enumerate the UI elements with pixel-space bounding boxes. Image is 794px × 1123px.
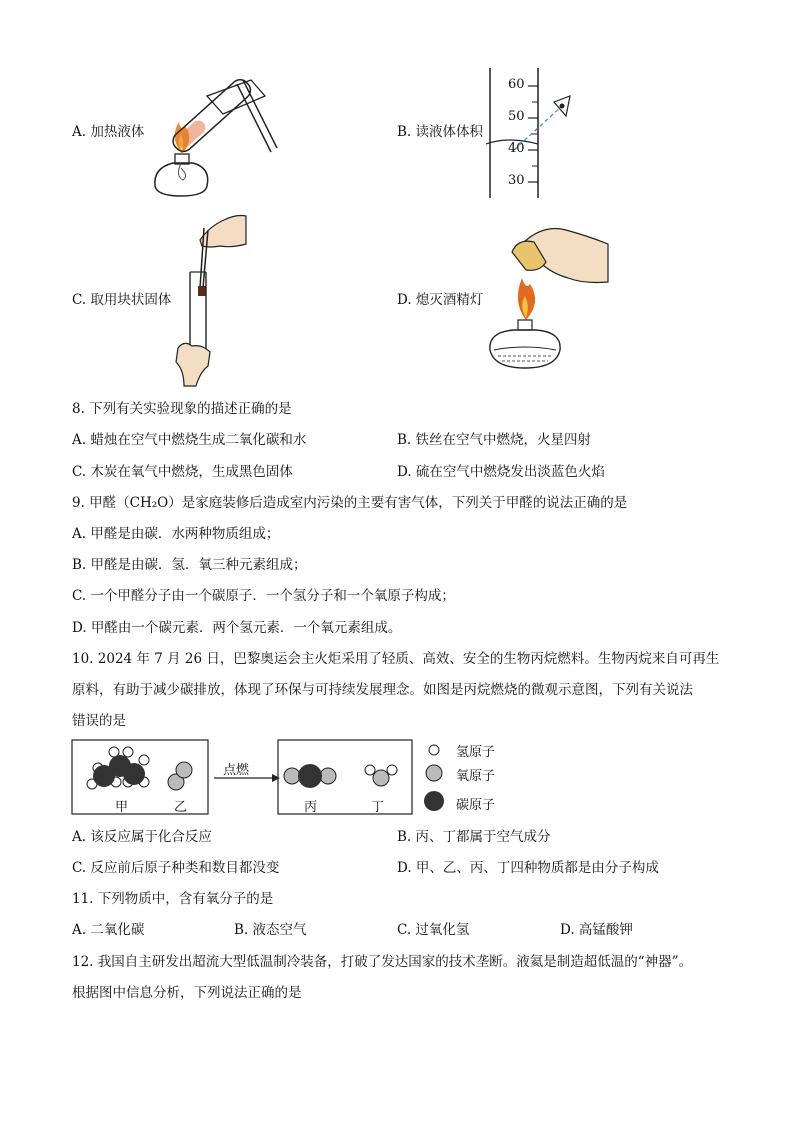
q10-stem-line2: 原料，有助于减少碳排放，体现了环保与可持续发展理念。如图是丙烷燃烧的微观示意图，下列有关说法	[72, 682, 693, 698]
label-jia: 甲	[115, 800, 129, 815]
q9-option-a: A. 甲醛是由碳．水两种物质组成；	[72, 526, 280, 542]
q9-option-c: C. 一个甲醛分子由一个碳原子．一个氢分子和一个氧原子构成；	[72, 588, 455, 604]
q7-option-a: A. 加热液体	[72, 124, 145, 140]
cylinder-tick-50: 50	[508, 109, 525, 124]
propane-molecule	[87, 747, 149, 789]
q12-stem-line1: 12. 我国自主研发出超流大型低温制冷装备，打破了发达国家的技术垄断。液氦是制造超低温的“神器”。	[72, 954, 693, 970]
legend-hydrogen: 氢原子	[456, 745, 496, 760]
q11-option-c: C. 过氧化氢	[397, 922, 470, 938]
arrow-label-ignite: 点燃	[223, 763, 250, 778]
reading-volume-figure	[478, 66, 588, 201]
propane-combustion-diagram	[70, 738, 510, 818]
extinguish-lamp-figure	[484, 222, 614, 377]
q11-option-b: B. 液态空气	[234, 922, 307, 938]
q8-option-a: A. 蜡烛在空气中燃烧生成二氧化碳和水	[72, 432, 307, 448]
q8-option-d: D. 硫在空气中燃烧发出淡蓝色火焰	[397, 464, 605, 480]
q10-option-c: C. 反应前后原子种类和数目都没变	[72, 860, 280, 876]
q8-stem: 8. 下列有关实验现象的描述正确的是	[72, 401, 292, 417]
legend-oxygen: 氧原子	[456, 769, 496, 784]
q9-option-b: B. 甲醛是由碳．氢．氧三种元素组成；	[72, 557, 307, 573]
label-ding: 丁	[371, 800, 385, 815]
cylinder-tick-60: 60	[508, 77, 525, 92]
q11-option-d: D. 高锰酸钾	[560, 922, 633, 938]
label-yi: 乙	[174, 800, 188, 815]
q10-option-d: D. 甲、乙、丙、丁四种物质都是由分子构成	[397, 860, 659, 876]
cylinder-tick-30: 30	[508, 173, 525, 188]
q10-option-b: B. 丙、丁都属于空气成分	[397, 829, 551, 845]
legend-carbon: 碳原子	[456, 798, 496, 813]
q8-option-b: B. 铁丝在空气中燃烧，火星四射	[397, 432, 592, 448]
label-bing: 丙	[304, 800, 318, 815]
q7-option-c: C. 取用块状固体	[72, 292, 172, 308]
heating-liquid-figure	[145, 68, 285, 208]
q8-option-c: C. 木炭在氧气中燃烧，生成黑色固体	[72, 464, 293, 480]
q7-option-b: B. 读液体体积	[397, 124, 484, 140]
q12-stem-line2: 根据图中信息分析，下列说法正确的是	[72, 985, 302, 1001]
q11-stem: 11. 下列物质中，含有氧分子的是	[72, 891, 274, 907]
q10-option-a: A. 该反应属于化合反应	[72, 829, 212, 845]
q7-option-d: D. 熄灭酒精灯	[397, 292, 484, 308]
q10-stem-line3: 错误的是	[72, 713, 126, 729]
q9-stem: 9. 甲醛（CH₂O）是家庭装修后造成室内污染的主要有害气体，下列关于甲醛的说法正确的是	[72, 495, 628, 511]
q10-stem-line1: 10. 2024 年 7 月 26 日，巴黎奥运会主火炬采用了轻质、高效、安全的生物丙烷燃料。生物丙烷来自可再生	[72, 651, 720, 667]
q11-option-a: A. 二氧化碳	[72, 922, 145, 938]
solid-block-figure	[170, 206, 250, 388]
q9-option-d: D. 甲醛由一个碳元素．两个氢元素．一个氧元素组成。	[72, 620, 402, 636]
cylinder-tick-40: 40	[508, 141, 525, 156]
